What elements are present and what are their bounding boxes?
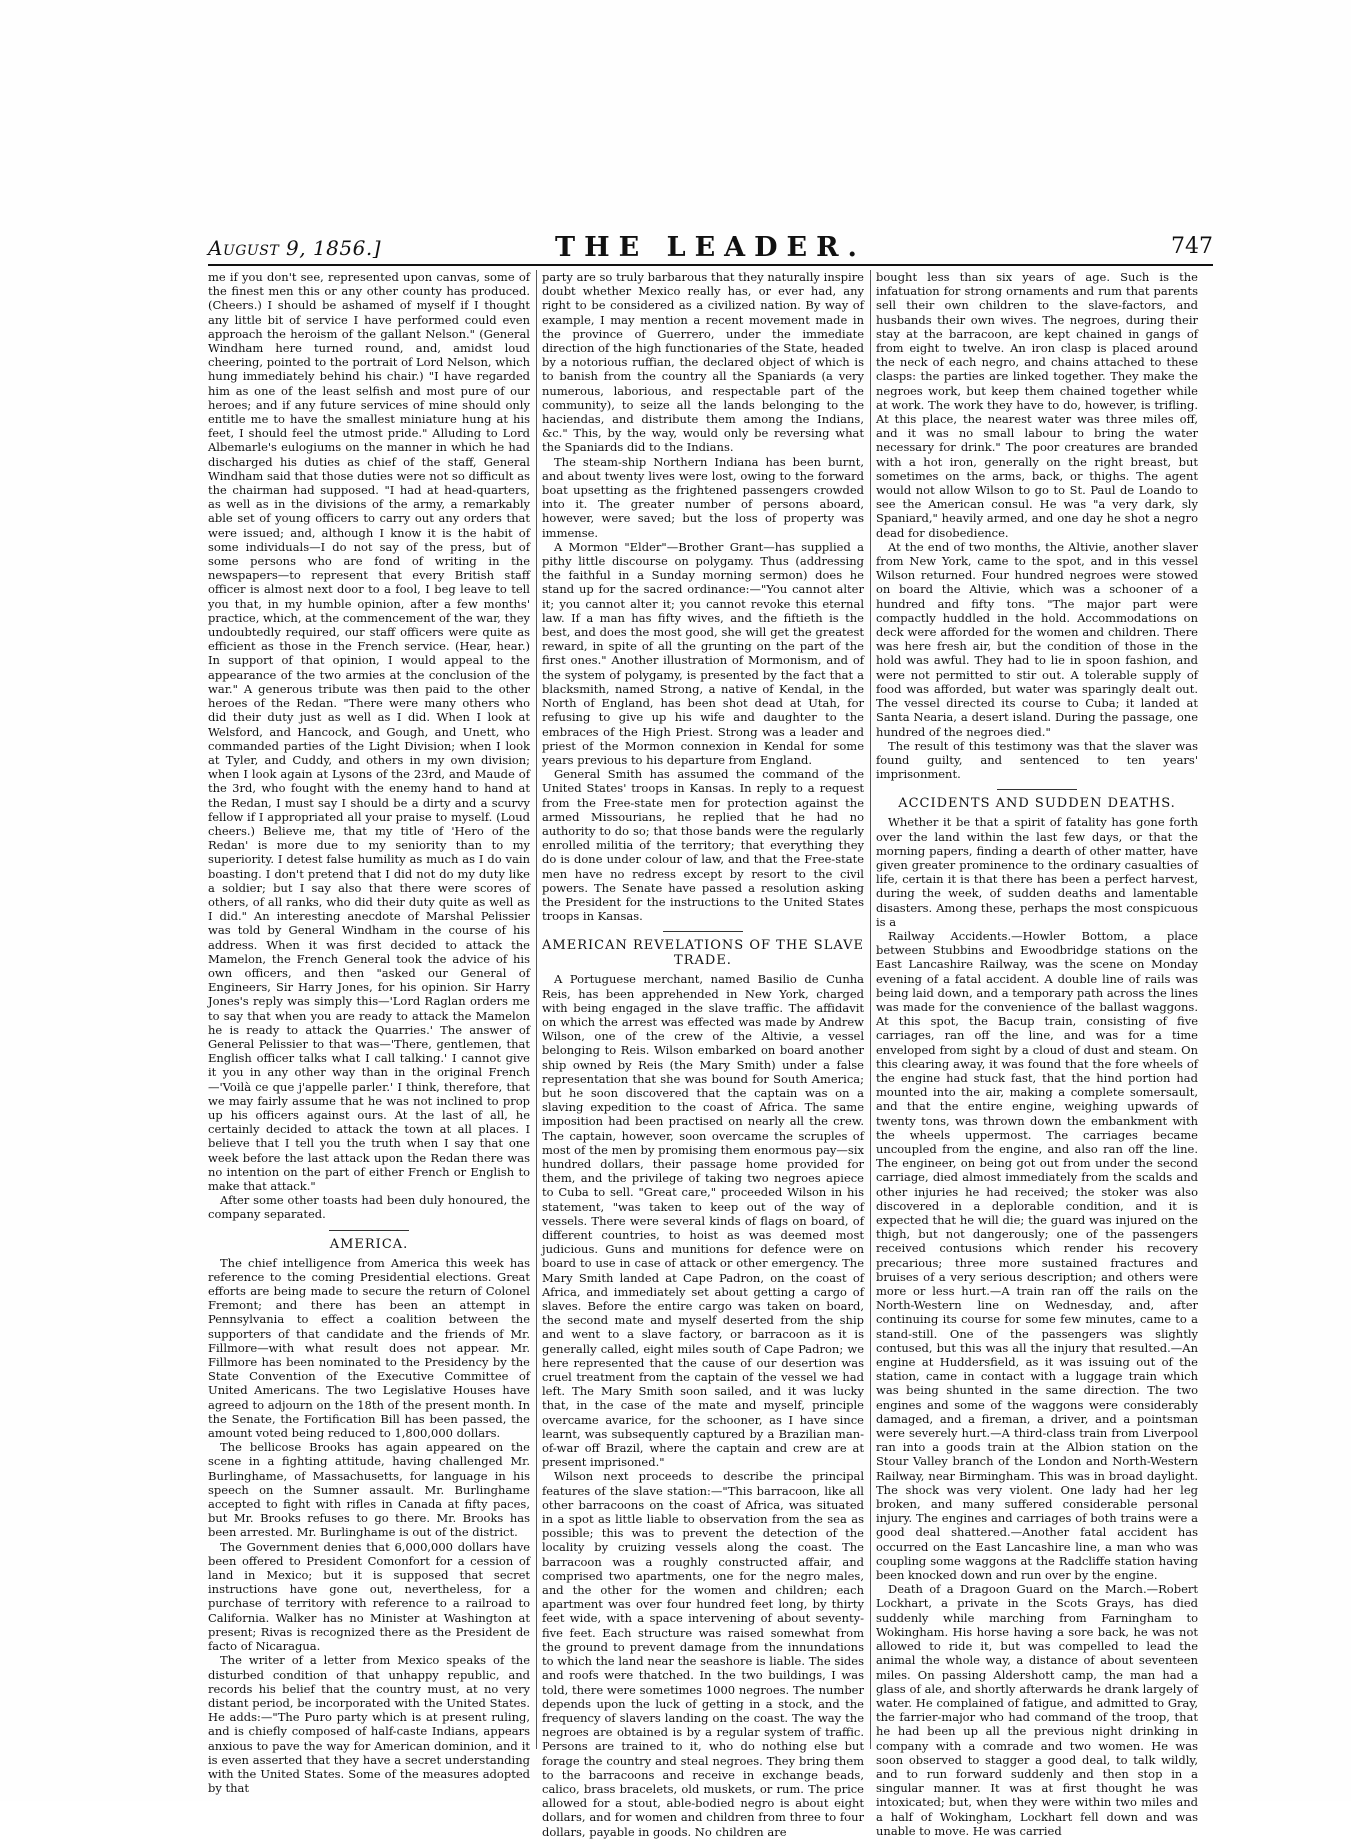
column-3 — [876, 270, 1198, 1838]
section-heading-accidents: ACCIDENTS AND SUDDEN DEATHS. — [898, 796, 1176, 812]
column-1 — [208, 270, 530, 1796]
page-number: 747 — [1171, 234, 1213, 259]
article-paragraph: The bellicose Brooks has again appeared on the scene in a fighting attitude, having challenged Mr. Burlinghame, of Massachusetts, for language in his speech on the Sumner assault. Mr. Burlinghame accepted to fight with rifles in Canada at fifty paces, but Mr. Brooks refuses to go there. Mr. Brooks has been arrested. Mr. Burlinghame is out of the district. — [208, 1440, 530, 1540]
article-paragraph: At the end of two months, the Altivie, another slaver from New York, came to the spot, and in this vessel Wilson returned. Four hundred negroes were stowed on board the Altivie, which was a schooner of a hundred and fifty tons. "The major part were compactly huddled in the hold. Accommodations on deck were afforded for the women and children. There was here fresh air, but the condition of those in the hold was awful. They had to lie in spoon fashion, and were not permitted to stir out. A tolerable supply of food was afforded, but water was sparingly dealt out. The vessel directed its course to Cuba; it landed at Santa Nearia, a desert island. During the passage, one hundred of the negroes died." — [876, 539, 1198, 739]
section-rule — [663, 931, 743, 932]
article-paragraph: party are so truly barbarous that they naturally inspire doubt whether Mexico really has, or ever had, any right to be considered as a civilized nation. By way of example, I may mention a recent movement made in the province of Guerrero, under the immediate direction of the high functionaries of the State, headed by a notorious ruffian, the declared object of which is to banish from the country all the Spaniards (a very numerous, laborious, and respectable part of the community), to seize all the lands belonging to the haciendas, and distribute them among the Indians, &c." This, by the way, would only be reversing what the Spaniards did to the Indians. — [542, 270, 864, 455]
article-paragraph: Railway Accidents.—Howler Bottom, a place between Stubbins and Ewoodbridge stations on the East Lancashire Railway, was the scene on Monday evening of a fatal accident. A double line of rails was being laid down, and a temporary path across the lines was made for the convenience of the ballast waggons. At this spot, the Bacup train, consisting of five carriages, ran off the line, and was for a time enveloped from sight by a cloud of dust and steam. On this clearing away, it was found that the fore wheels of the engine had stuck fast, that the hind portion had mounted into the air, making a complete somersault, and that the entire engine, weighing upwards of twenty tons, was thrown down the embankment with the wheels uppermost. The carriages became uncoupled from the engine, and also ran off the line. The engineer, on being got out from under the second carriage, died almost immediately from the scalds and other injuries he had received; the stoker was also discovered in a deplorable condition, and it is expected that he will die; the guard was injured on the thigh, but not dangerously; one of the passengers received contusions which render his recovery precarious; three more sustained fractures and bruises of a very serious description; and others were more or less hurt.—A train ran off the rails on the North-Western line on Wednesday, and, after continuing its course for some few minutes, came to a stand-still. One of the passengers was slightly contused, but this was all the injury that resulted.—An engine at Huddersfield, as it was issuing out of the station, came in contact with a luggage train which was being shunted in the same direction. The two engines and some of the waggons were considerably damaged, and a fireman, a driver, and a pointsman were severely hurt.—A third-class train from Liverpool ran into a goods train at the Albion station on the Stour Valley branch of the London and North-Western Railway, near Birmingham. This was in broad daylight. The shock was very violent. One lady had her leg broken, and many suffered considerable personal injury. The engines and carriages of both trains were a good deal shattered.—Another fatal accident has occurred on the East Lancashire line, a man who was coupling some waggons at the Radcliffe station having been knocked down and run over by the engine. — [876, 928, 1198, 1583]
section-heading-america: AMERICA. — [329, 1236, 409, 1252]
article-paragraph: Death of a Dragoon Guard on the March.—Robert Lockhart, a private in the Scots Grays, has died suddenly while marching from Farningham to Wokingham. His horse having a sore back, he was not allowed to ride it, but was compelled to lead the animal the whole way, a distance of about seventeen miles. On passing Aldershott camp, the man had a glass of ale, and shortly afterwards he drank largely of water. He complained of fatigue, and admitted to Gray, the farrier-major who had command of the troop, that he had been up all the previous night drinking in company with a comrade and two women. He was soon observed to stagger a good deal, to talk wildly, and to run forward suddenly and then stop in a singular manner. It was at first thought he was intoxicated; but, when they were within two miles and a half of Wokingham, Lockhart fell down and was unable to move. He was carried — [876, 1582, 1198, 1838]
article-paragraph: The Government denies that 6,000,000 dollars have been offered to President Comonfort for a cession of land in Mexico; but it is supposed that secret instructions have gone out, nevertheless, for a purchase of territory with reference to a railroad to California. Walker has no Minister at Washington at present; Rivas is recognized there as the President de facto of Nicaragua. — [208, 1539, 530, 1654]
column-divider — [870, 270, 871, 1749]
article-paragraph: The steam-ship Northern Indiana has been burnt, and about twenty lives were lost, owing to the forward boat upsetting as the frightened passengers crowded into it. The greater number of persons aboard, however, were saved; but the loss of property was immense. — [542, 454, 864, 540]
article-paragraph: The result of this testimony was that the slaver was found guilty, and sentenced to ten years' imprisonment. — [876, 738, 1198, 782]
article-paragraph: The writer of a letter from Mexico speaks of the disturbed condition of that unhappy republic, and records his belief that the country must, at no very distant period, be incorporated with the United States. He adds:—"The Puro party which is at present ruling, and is chiefly composed of half-caste Indians, appears anxious to pave the way for American dominion, and it is even asserted that they have a secret understanding with the United States. Some of the measures adopted by that — [208, 1653, 530, 1796]
article-paragraph: General Smith has assumed the command of the United States' troops in Kansas. In reply to a request from the Free-state men for protection against the armed Missourians, he replied that he had no authority to do so; that those bands were the regularly enrolled militia of the territory; that everything they do is done under colour of law, and that the Free-state men have no redress except by resort to the civil powers. The Senate have passed a resolution asking the President for the instructions to the United States troops in Kansas. — [542, 767, 864, 924]
article-paragraph: A Portuguese merchant, named Basilio de Cunha Reis, has been apprehended in New York, charged with being engaged in the slave traffic. The affidavit on which the arrest was effected was made by Andrew Wilson, one of the crew of the Altivie, a vessel belonging to Reis. Wilson embarked on board another ship owned by Reis (the Mary Smith) under a false representation that she was bound for South America; but he soon discovered that the captain was on a slaving expedition to the coast of Africa. The same imposition had been practised on nearly all the crew. The captain, however, soon overcame the scruples of most of the men by promising them enormous pay—six hundred dollars, their passage home provided for them, and the privilege of taking two negroes apiece to Cuba to sell. "Great care," proceeded Wilson in his statement, "was taken to keep out of the way of vessels. There were several kinds of flags on board, of different countries, to hoist as was deemed most judicious. Guns and munitions for defence were on board to use in case of attack or other emergency. The Mary Smith landed at Cape Padron, on the coast of Africa, and immediately set about getting a cargo of slaves. Before the entire cargo was taken on board, the second mate and myself deserted from the ship and went to a slave factory, or barracoon as it is generally called, eight miles south of Cape Padron; we here represented that the cause of our desertion was cruel treatment from the captain of the vessel we had left. The Mary Smith soon sailed, and it was lucky that, in the case of the mate and myself, principle overcame avarice, for the schooner, as I have since learnt, was subsequently captured by a Brazilian man-of-war off Brazil, where the captain and crew are at present imprisoned." — [542, 972, 864, 1470]
section-rule — [329, 1230, 409, 1231]
article-paragraph: The chief intelligence from America this week has reference to the coming Presidential elections. Great efforts are being made to secure the return of Colonel Fremont; and there has been an attempt in Pennsylvania to effect a coalition between the supporters of that candidate and the friends of Mr. Fillmore—with what result does not appear. Mr. Fillmore has been nominated to the Presidency by the State Convention of the Executive Committee of United Americans. The two Legislative Houses have agreed to adjourn on the 18th of the present month. In the Senate, the Fortification Bill has been passed, the amount voted being reduced to 1,800,000 dollars. — [208, 1255, 530, 1441]
article-paragraph: After some other toasts had been duly honoured, the company separated. — [208, 1193, 530, 1222]
article-paragraph: Wilson next proceeds to describe the principal features of the slave station:—"This barracoon, like all other barracoons on the coast of Africa, was situated in a spot as little liable to observation from the sea as possible; this was to prevent the detection of the locality by cruizing vessels along the coast. The barracoon was a roughly constructed affair, and comprised two apartments, one for the negro males, and the other for the women and children; each apartment was over four hundred feet long, by thirty feet wide, with a space intervening of about seventy-five feet. Each structure was raised somewhat from the ground to prevent damage from the innundations to which the land near the seashore is liable. The sides and roofs were thatched. In the two buildings, I was told, there were sometimes 1000 negroes. The number depends upon the luck of getting in a stock, and the frequency of slavers landing on the coast. The way the negroes are obtained is by a regular system of traffic. Persons are trained to it, who do nothing else but forage the country and steal negroes. They bring them to the barracoons and receive in exchange beads, calico, brass bracelets, old muskets, or rum. The price allowed for a stout, able-bodied negro is about eight dollars, and for women and children from three to four dollars, payable in goods. No children are — [542, 1469, 864, 1839]
section-rule — [997, 789, 1077, 790]
article-paragraph: Whether it be that a spirit of fatality has gone forth over the land within the last few days, or that the morning papers, finding a dearth of other matter, have given greater prominence to the ordinary casualties of life, certain it is that there has been a perfect harvest, during the week, of sudden deaths and lamentable disasters. Among these, perhaps the most conspicuous is a — [876, 815, 1198, 929]
article-paragraph: bought less than six years of age. Such is the infatuation for strong ornaments and rum that parents sell their own children to the slave-factors, and husbands their own wives. The negroes, during their stay at the barracoon, are kept chained in gangs of from eight to twelve. An iron clasp is placed around the neck of each negro, and chains attached to these clasps: the parties are linked together. They make the negroes work, but keep them chained together while at work. The work they have to do, however, is trifling. At this place, the nearest water was three miles off, and it was no small labour to bring the water necessary for drink." The poor creatures are branded with a hot iron, generally on the right breast, but sometimes on the arms, back, or thighs. The agent would not allow Wilson to go to St. Paul de Loando to see the American consul. He was "a very dark, sly Spaniard," heavily armed, and one day he shot a negro dead for disobedience. — [876, 270, 1198, 540]
masthead — [208, 230, 1213, 264]
article-paragraph: me if you don't see, represented upon canvas, some of the finest men this or any other county has produced. (Cheers.) I should be ashamed of myself if I thought any little bit of service I have performed could even approach the heroism of the gallant Nelson." (General Windham here turned round, and, amidst loud cheering, pointed to the portrait of Lord Nelson, which hung immediately behind his chair.) "I have regarded him as one of the least selfish and most pure of our heroes; and if any future services of mine should only entitle me to have the smallest miniature hung at his feet, I should feel the utmost pride." Alluding to Lord Albemarle's eulogiums on the manner in which he had discharged his duties as chief of the staff, General Windham said that those duties were not so difficult as the chairman had supposed. "I had at head-quarters, as well as in the divisions of the army, a remarkably able set of young officers to carry out any orders that were issued; and, although I know it is the habit of some individuals—I do not say of the press, but of some persons who are fond of writing in the newspapers—to represent that every British staff officer is almost next door to a fool, I beg leave to tell you that, in my humble opinion, after a few months' practice, which, at the commencement of the war, they undoubtedly required, our staff officers were quite as efficient as those in the French service. (Hear, hear.) In support of that opinion, I would appeal to the appearance of the two armies at the conclusion of the war." A generous tribute was then paid to the other heroes of the Redan. "There were many others who did their duty just as well as I did. When I look at Welsford, and Hancock, and Gough, and Unett, who commanded parties of the Light Division; when I look at Tyler, and Cuddy, and others in my own division; when I look again at Lysons of the 23rd, and Maude of the 3rd, who fought with the enemy hand to hand at the Redan, I must say I should be a dirty and a scurvy fellow if I appropriated all your praise to myself. (Loud cheers.) Believe me, that my title of 'Hero of the Redan' is more due to my seniority than to my superiority. I detest false humility as much as I do vain boasting. I don't pretend that I did not do my duty like a soldier; but I say also that there were scores of others, of all ranks, who did their duty quite as well as I did." An interesting anecdote of Marshal Pelissier was told by General Windham in the course of his address. When it was first decided to attack the Mamelon, the French General took the advice of his own officers, and then "asked our General of Engineers, Sir Harry Jones, for his opinion. Sir Harry Jones's reply was simply this—'Lord Raglan orders me to say that when you are ready to attack the Mamelon he is ready to attack the Quarries.' The answer of General Pelissier to that was—'There, gentlemen, that English officer talks what I call talking.' I cannot give it you in any other way than in the original French—'Voilà ce que j'appelle parler.' I think, therefore, that we may fairly assume that he was not inclined to prop up his officers against ours. At the last of all, he certainly decided to attack the town at all places. I believe that I tell you the truth when I say that one week before the last attack upon the Redan there was no intention on the part of either French or English to make that attack." — [208, 270, 530, 1193]
column-2 — [542, 270, 864, 1839]
newspaper-title: THE LEADER. — [555, 232, 866, 263]
issue-date: August 9, 1856.] — [208, 236, 382, 260]
column-divider — [536, 270, 537, 1749]
header-rule — [208, 264, 1213, 266]
section-heading-slave-trade: AMERICAN REVELATIONS OF THE SLAVE TRADE. — [542, 938, 864, 969]
article-paragraph: A Mormon "Elder"—Brother Grant—has supplied a pithy little discourse on polygamy. Thus (addressing the faithful in a Sunday morning sermon) does he stand up for the sacred ordinance:—"You cannot alter it; you cannot alter it; you cannot revoke this eternal law. If a man has fifty wives, and the fiftieth is the best, and does the most good, she will get the greatest reward, in spite of all the grunting on the part of the first ones." Another illustration of Mormonism, and of the system of polygamy, is presented by the fact that a blacksmith, named Strong, a native of Kendal, in the North of England, has been shot dead at Utah, for refusing to give up his wife and daughter to the embraces of the High Priest. Strong was a leader and priest of the Mormon connexion in Kendal for some years previous to his departure from England. — [542, 539, 864, 767]
